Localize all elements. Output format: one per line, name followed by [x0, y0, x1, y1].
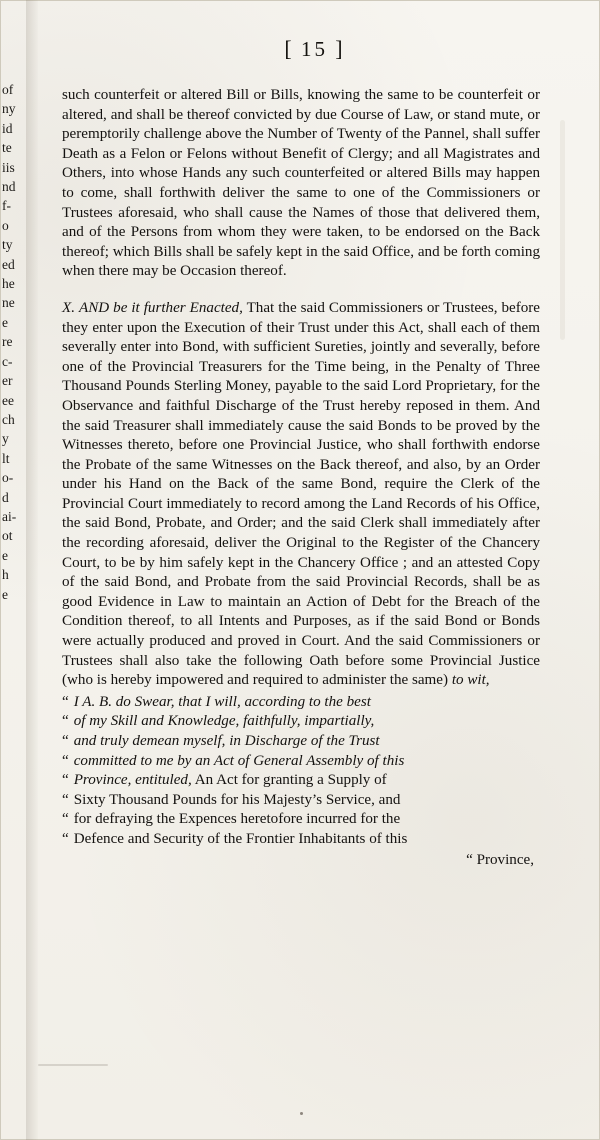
oath-line-italic: Province, entituled,	[73, 772, 192, 789]
oath-text-block	[62, 693, 540, 870]
quote-mark: “	[62, 830, 69, 847]
oath-line	[62, 771, 540, 791]
margin-fragment: f-	[2, 198, 11, 214]
margin-fragment: iis	[2, 159, 15, 175]
oath-line	[62, 693, 540, 713]
oath-line	[62, 810, 540, 830]
quote-mark: “	[62, 752, 69, 769]
margin-fragment: id	[2, 120, 13, 136]
quote-mark: “	[62, 791, 69, 808]
margin-fragment: o	[2, 217, 9, 233]
oath-line-italic: of my Skill and Knowledge, faithfully, impartially,	[73, 713, 375, 730]
margin-fragment: ne	[2, 295, 15, 311]
margin-fragment: he	[2, 276, 15, 292]
quote-mark: “	[62, 733, 69, 749]
section-x-body: That the said Commissioners or Trustees, before they enter upon the Execution of their Trust under this Act, shall each of them severally enter into Bond, with sufficient Sureties, jointly and severally, before one of the Provincial Treasurers for the Time being, in the Penalty of Three Thousand Pounds Sterling Money, payable to the said Lord Proprietary, for the Observance and faithful Discharge of the Trust hereby reposed in them. And the said Treasurer shall immediately cause the said Bonds to be proved by the Witnesses thereto, before one Provincial Justice, who shall forthwith endorse the Probate of the same Witnesses on the Back thereof, and also, by an Order under his Hand on the Back of the same Bond, require the Clerk of the Provincial Court immediately to record among the Land Records of his Office, the said Bond, Probate, and Order; and the said Clerk shall immediately after the recording aforesaid, deliver the Original to the Register of the Chancery Court, to be by him safely kept in the Chancery Office ; and an attested Copy of the said Bond, and Probate from the said Provincial Records, shall be as good Evidence in Law to maintain an Action of Debt for the Breach of the Condition thereof, to all Intents and Purposes, as if the said Bond or Bonds were actually produced and proved in Court. And the said Commissioners or Trustees shall also take the following Oath before some Provincial Justice (who is hereby impowered and required to administer the same)	[62, 299, 540, 689]
oath-line	[62, 791, 540, 811]
section-mark: X.	[62, 299, 75, 316]
enacting-clause: AND be it further Enacted,	[78, 299, 243, 316]
margin-fragment: ai-	[2, 508, 17, 524]
quote-mark: “	[62, 772, 69, 789]
oath-line	[62, 732, 540, 752]
margin-fragment: ny	[2, 101, 16, 117]
header-left-bracket: [	[284, 36, 294, 61]
oath-line-roman: for defraying the Expences heretofore incurred for the	[73, 811, 401, 828]
margin-fragment: e	[2, 547, 8, 563]
margin-fragment: lt	[2, 450, 10, 466]
margin-fragment: d	[2, 489, 9, 505]
quote-mark: “	[62, 693, 69, 710]
catchword: “ Province,	[466, 851, 534, 868]
margin-fragment: o-	[2, 470, 14, 486]
oath-line-italic: and truly demean myself, in Discharge of the Trust	[73, 733, 380, 749]
oath-line	[62, 752, 540, 772]
margin-fragment: ee	[2, 392, 14, 408]
margin-fragment: nd	[2, 179, 16, 195]
margin-fragment: ty	[2, 237, 13, 253]
paragraph-section-x	[62, 299, 540, 691]
page-number: 15	[301, 37, 328, 61]
oath-line	[62, 830, 540, 850]
margin-fragment: ed	[2, 256, 15, 272]
margin-fragment: h	[2, 567, 9, 583]
margin-fragment: re	[2, 334, 13, 350]
margin-fragment: ch	[2, 411, 15, 427]
margin-fragment: er	[2, 373, 13, 389]
margin-fragment: ot	[2, 528, 13, 544]
oath-line-roman: Sixty Thousand Pounds for his Majesty’s Service, and	[73, 791, 401, 808]
paragraph-continued	[62, 86, 540, 282]
oath-line	[62, 712, 540, 732]
to-wit: to wit,	[451, 672, 490, 689]
oath-line-italic: committed to me by an Act of General Assembly of this	[73, 752, 405, 769]
adjacent-page-margin-fragments	[0, 0, 26, 1140]
margin-fragment: c-	[2, 353, 13, 369]
oath-line-roman: An Act for granting a Supply of	[191, 772, 387, 789]
margin-fragment: e	[2, 314, 8, 330]
margin-fragment: of	[2, 82, 14, 97]
quote-mark: “	[62, 811, 69, 828]
margin-fragment: e	[2, 586, 8, 602]
margin-fragment: y	[2, 431, 9, 447]
header-right-bracket: ]	[335, 36, 345, 61]
page-header	[62, 36, 567, 62]
quote-mark: “	[62, 713, 69, 730]
margin-fragment: te	[2, 140, 12, 156]
page-gutter-shadow	[26, 0, 38, 1140]
oath-line-roman: Defence and Security of the Frontier Inhabitants of this	[73, 830, 408, 847]
paragraph-continued-text: such counterfeit or altered Bill or Bills, knowing the same to be counterfeit or altered, and shall be thereof convicted by due Course of Law, or stand mute, or peremptorily challenge above the Number of Twenty of the Pannel, shall suffer Death as a Felon or Felons without Benefit of Clergy; and all Magistrates and Others, into whose Hands any such counterfeited or altered Bills may happen to come, shall forthwith deliver the same to one of the Commissioners or Trustees aforesaid, who shall cause the Names of those that delivered them, and of the Persons from whom they were taken, to be endorsed on the Back thereof; which Bills shall be safely kept in the said Office, and be forth coming when there may be Occasion thereof.	[62, 87, 540, 280]
oath-line-italic: I A. B. do Swear, that I will, according to the best	[73, 693, 371, 710]
page-content	[62, 0, 567, 1140]
